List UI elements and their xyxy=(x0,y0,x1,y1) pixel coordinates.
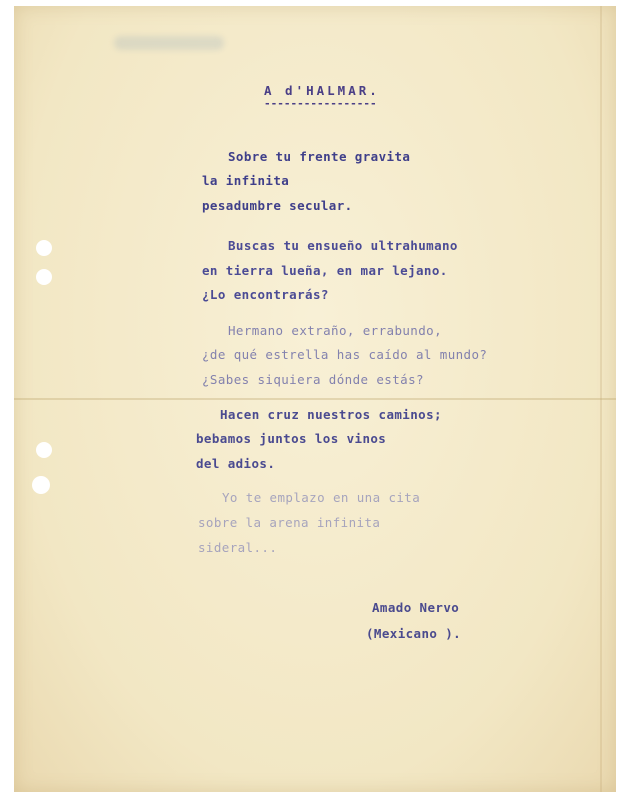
poem-line: del adios. xyxy=(196,456,276,471)
poem-line: la infinita xyxy=(202,173,290,188)
poem-line: Sobre tu frente gravita xyxy=(228,149,411,164)
title-underline: ----------------- xyxy=(264,97,377,110)
poem-line: ¿de qué estrella has caído al mundo? xyxy=(202,347,488,362)
poem-line: pesadumbre secular. xyxy=(202,198,353,213)
edge-crease xyxy=(600,6,602,792)
poem-line: ¿Sabes siquiera dónde estás? xyxy=(202,372,424,387)
poem-line: bebamos juntos los vinos xyxy=(196,431,387,446)
poem-line: Yo te emplazo en una cita xyxy=(222,490,421,505)
poem-line: sobre la arena infinita xyxy=(198,515,381,530)
poem-line: en tierra lueña, en mar lejano. xyxy=(202,263,448,278)
ink-smudge xyxy=(114,36,224,50)
poem-line: ¿Lo encontrarás? xyxy=(202,287,329,302)
punch-hole xyxy=(36,442,52,458)
author-name: Amado Nervo xyxy=(372,600,460,615)
paper-sheet xyxy=(14,6,616,792)
fold-line xyxy=(14,398,616,400)
punch-hole xyxy=(32,476,50,494)
punch-hole xyxy=(36,269,52,285)
poem-line: Hermano extraño, errabundo, xyxy=(228,323,442,338)
author-origin: (Mexicano ). xyxy=(366,626,462,641)
punch-hole xyxy=(36,240,52,256)
poem-title: A d'HALMAR. xyxy=(264,83,380,98)
poem-line: Buscas tu ensueño ultrahumano xyxy=(228,238,458,253)
poem-line: Hacen cruz nuestros caminos; xyxy=(220,407,442,422)
poem-line: sideral... xyxy=(198,540,278,555)
